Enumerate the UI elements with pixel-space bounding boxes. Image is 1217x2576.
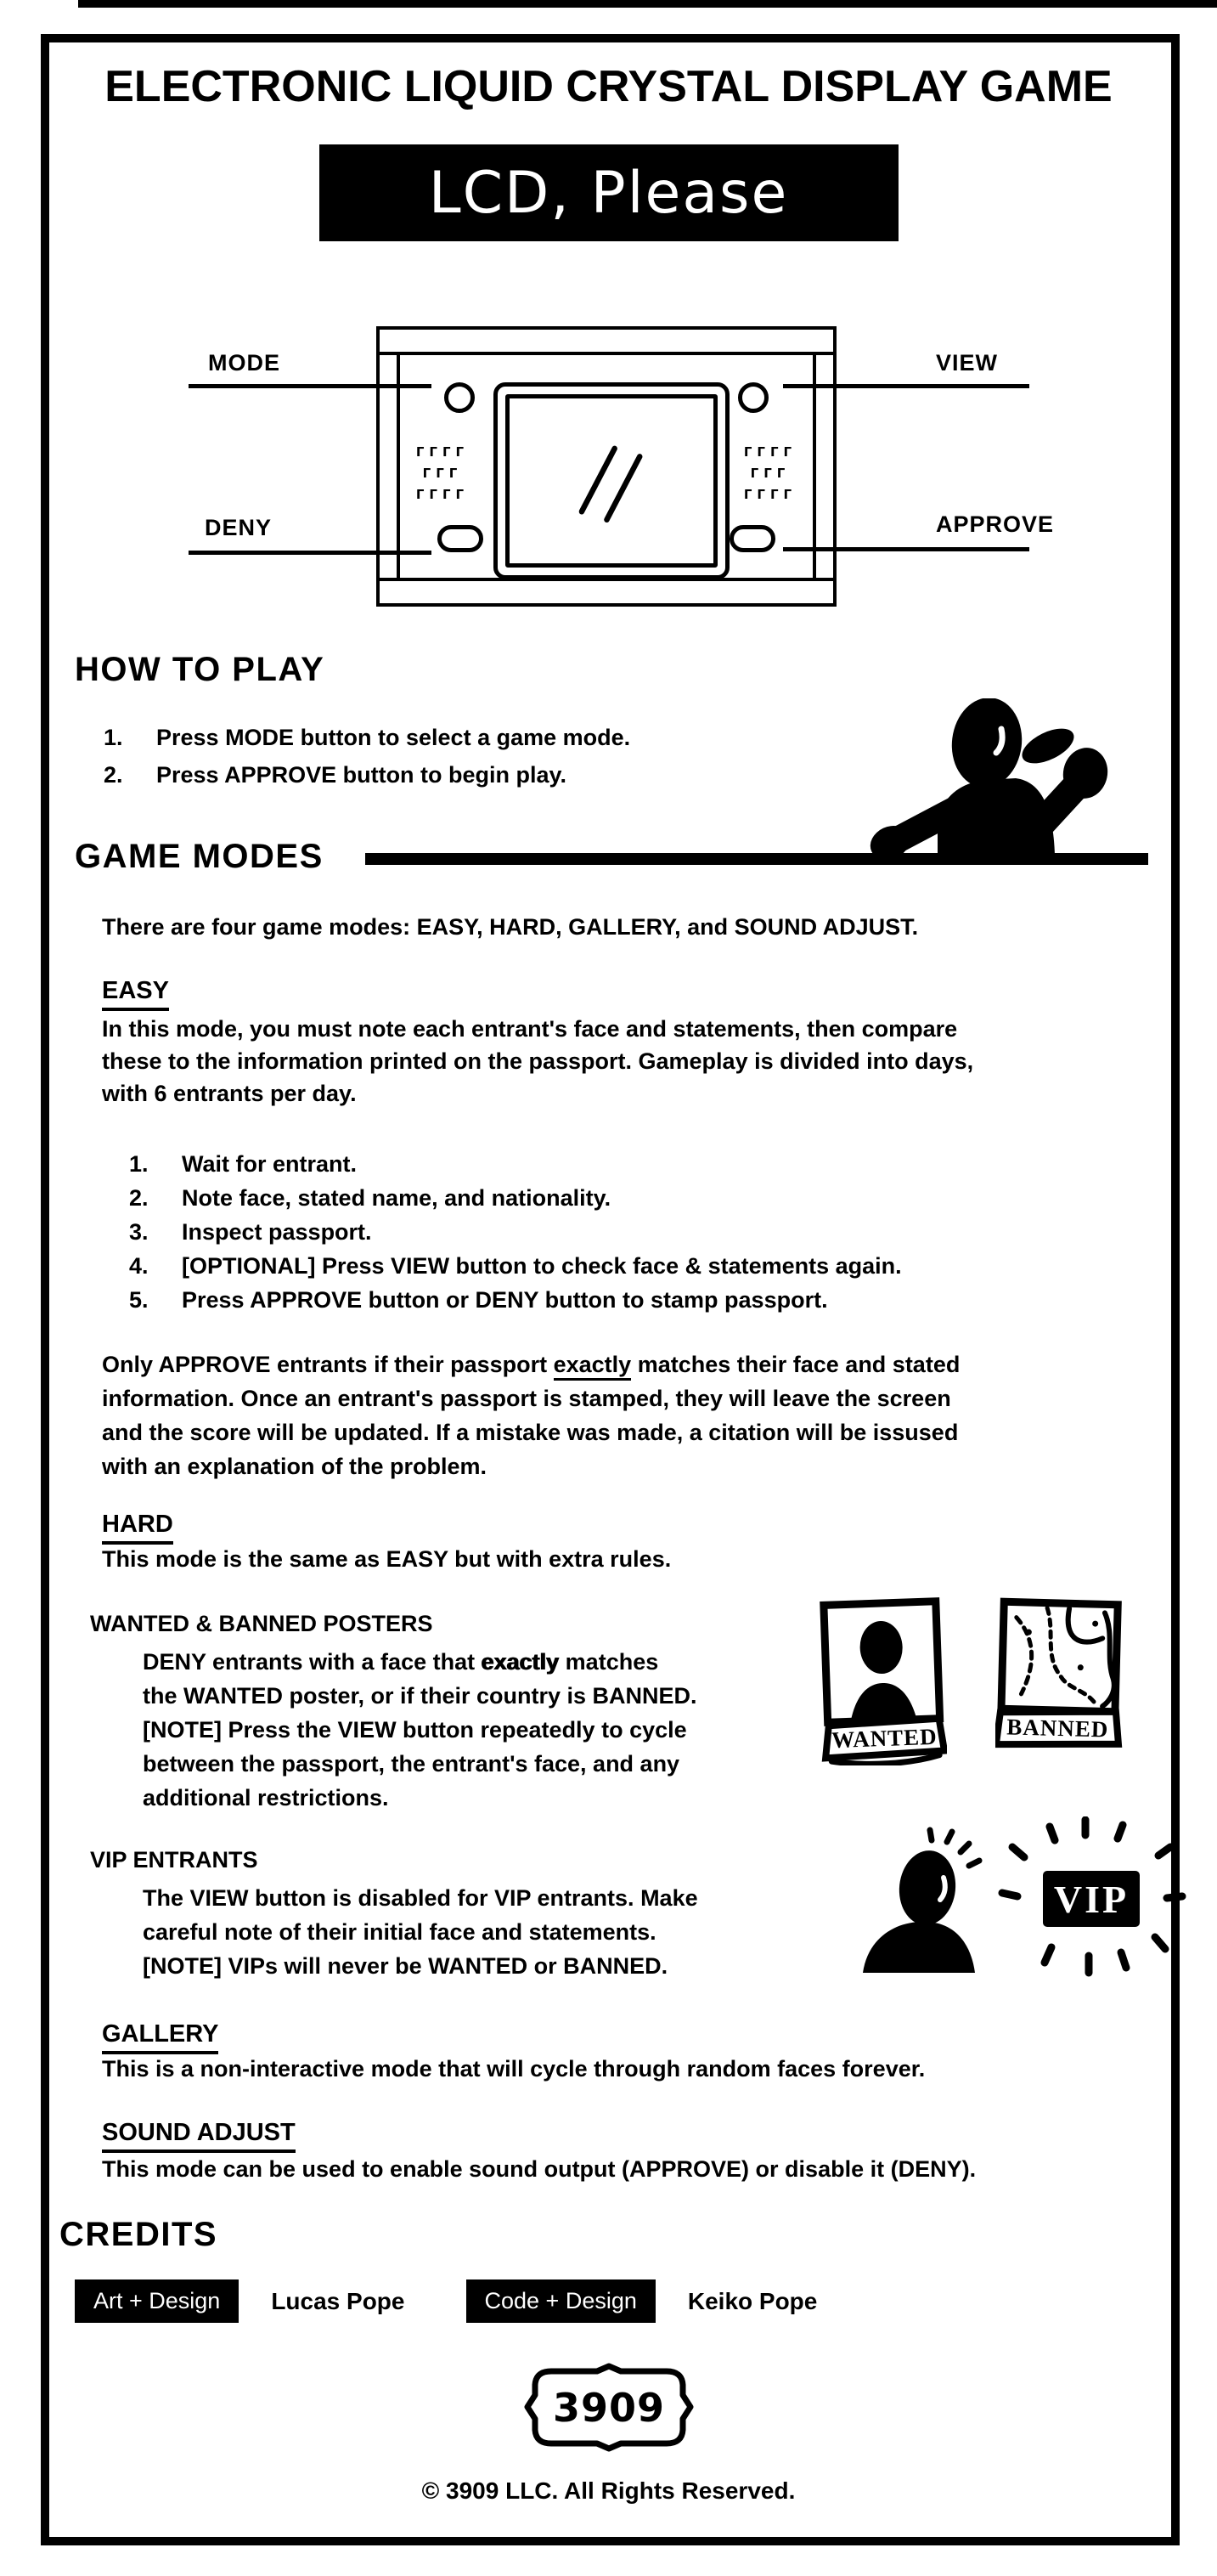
device-screen-inner	[505, 394, 718, 568]
grille-row: ΓΓΓ	[750, 466, 791, 481]
step-text: Press APPROVE button or DENY button to stamp passport.	[182, 1287, 828, 1313]
paragraph-line: careful note of their initial face and statements.	[143, 1919, 656, 1945]
copyright-text: © 3909 LLC. All Rights Reserved.	[421, 2477, 796, 2504]
grille-row: ΓΓΓ	[422, 466, 463, 481]
paragraph-line: [NOTE] Press the VIEW button repeatedly to cycle	[143, 1717, 687, 1743]
wanted-banned-paragraph	[143, 1645, 697, 1815]
scan-artifact-bar	[78, 0, 1217, 8]
paragraph-line: the WANTED poster, or if their country is BANNED.	[143, 1683, 697, 1709]
step-text: Press MODE button to select a game mode.	[156, 725, 631, 750]
view-label: VIEW	[936, 350, 999, 376]
game-modes-rule	[365, 853, 1148, 865]
hard-paragraph	[102, 1546, 671, 1573]
paragraph-line: This is a non-interactive mode that will cycle through random faces forever.	[102, 2056, 926, 2082]
step-text: Wait for entrant.	[182, 1151, 357, 1177]
paragraph-line: The VIEW button is disabled for VIP entrants. Make	[143, 1885, 698, 1911]
step-number: 5.	[129, 1287, 149, 1313]
easy-note-paragraph	[102, 1347, 960, 1483]
easy-paragraph	[102, 1013, 973, 1110]
grille-row: ΓΓΓΓ	[743, 487, 797, 502]
step-number: 3.	[129, 1219, 149, 1245]
deny-button-icon	[437, 525, 483, 552]
page-title: ELECTRONIC LIQUID CRYSTAL DISPLAY GAME	[104, 62, 1113, 111]
list-item	[104, 719, 630, 756]
easy-heading: EASY	[102, 977, 169, 1011]
vip-badge-label: VIP	[1053, 1878, 1130, 1921]
gallery-paragraph	[102, 2056, 925, 2082]
approve-button-icon	[730, 525, 775, 552]
paragraph-line: This mode is the same as EASY but with extra rules.	[102, 1546, 672, 1572]
paragraph-line: DENY entrants with a face that exactly matches	[143, 1649, 659, 1675]
sound-adjust-paragraph	[102, 2156, 976, 2183]
paragraph-line: and the score will be updated. If a mistake was made, a citation will be issused	[102, 1420, 959, 1445]
easy-steps	[129, 1147, 902, 1317]
banned-poster-label: BANNED	[1006, 1714, 1109, 1743]
paragraph-line: additional restrictions.	[143, 1785, 389, 1811]
intro-text: There are four game modes: EASY, HARD, GALLERY, and SOUND ADJUST.	[102, 914, 919, 940]
vip-person-icon	[849, 1827, 990, 1973]
paragraph-line: [NOTE] VIPs will never be WANTED or BANNED.	[143, 1953, 668, 1979]
credit-role-badge: Art + Design	[75, 2279, 239, 2323]
device-screen	[493, 382, 730, 579]
step-number: 2.	[129, 1185, 149, 1211]
step-text: Press APPROVE button to begin play.	[156, 762, 567, 788]
game-title: LCD, Please	[428, 159, 789, 227]
banned-poster-icon	[995, 1597, 1123, 1755]
list-item	[129, 1215, 902, 1249]
step-text: Note face, stated name, and nationality.	[182, 1185, 611, 1211]
how-to-play-heading: HOW TO PLAY	[75, 651, 325, 688]
wanted-banned-heading: WANTED & BANNED POSTERS	[90, 1611, 433, 1636]
sound-adjust-heading: SOUND ADJUST	[102, 2119, 296, 2153]
grille-row: ΓΓΓΓ	[415, 444, 470, 460]
mode-callout-line	[189, 384, 431, 388]
vip-badge-icon	[992, 1816, 1189, 1983]
game-modes-intro	[102, 914, 918, 941]
paragraph-line: with 6 entrants per day.	[102, 1081, 357, 1106]
speaker-grille-icon	[733, 442, 808, 506]
step-text: [OPTIONAL] Press VIEW button to check face & statements again.	[182, 1253, 902, 1279]
paragraph-line: information. Once an entrant's passport is stamped, they will leave the screen	[102, 1386, 951, 1411]
step-number: 4.	[129, 1253, 149, 1279]
step-text: Inspect passport.	[182, 1219, 372, 1245]
paragraph-line: with an explanation of the problem.	[102, 1454, 487, 1479]
credit-name: Keiko Pope	[687, 2287, 818, 2314]
deny-label: DENY	[204, 515, 272, 540]
deny-callout-line	[189, 551, 431, 555]
vip-paragraph	[143, 1881, 698, 1983]
step-number: 1.	[104, 725, 123, 750]
route-3909-badge-icon	[523, 2362, 695, 2454]
device-inner-panel	[397, 352, 816, 581]
paragraph-line: these to the information printed on the passport. Gameplay is divided into days,	[102, 1048, 974, 1074]
list-item	[104, 756, 630, 794]
speaker-grille-icon	[405, 442, 480, 506]
hard-heading: HARD	[102, 1511, 173, 1545]
approve-callout-line	[783, 547, 1029, 551]
credits-heading: CREDITS	[59, 2216, 218, 2253]
grille-row: ΓΓΓΓ	[415, 487, 470, 502]
credit-role-badge: Code + Design	[466, 2279, 656, 2323]
wanted-poster-icon	[818, 1596, 947, 1765]
game-modes-heading: GAME MODES	[75, 838, 324, 875]
mode-button-icon	[444, 382, 475, 413]
list-item	[129, 1181, 902, 1215]
gallery-heading: GALLERY	[102, 2020, 218, 2054]
wanted-poster-label: WANTED	[831, 1723, 938, 1754]
emphasized-word: exactly	[554, 1352, 632, 1381]
game-title-banner	[319, 144, 899, 241]
device-diagram	[376, 326, 837, 607]
credits-row	[75, 2279, 817, 2323]
emphasized-word: exactly	[481, 1649, 560, 1675]
list-item	[129, 1147, 902, 1181]
step-number: 2.	[104, 762, 123, 788]
view-button-icon	[738, 382, 769, 413]
badge-3909-label: 3909	[552, 2385, 665, 2431]
grille-row: ΓΓΓΓ	[743, 444, 797, 460]
how-to-play-steps	[104, 719, 630, 794]
paragraph-line: between the passport, the entrant's face, and any	[143, 1751, 680, 1777]
mode-label: MODE	[208, 350, 280, 376]
paragraph-line: This mode can be used to enable sound output (APPROVE) or disable it (DENY).	[102, 2156, 977, 2182]
paragraph-line: In this mode, you must note each entrant's face and statements, then compare	[102, 1016, 958, 1042]
view-callout-line	[783, 384, 1029, 388]
list-item	[129, 1249, 902, 1283]
screen-glare-icon	[510, 398, 713, 563]
vip-heading: VIP ENTRANTS	[90, 1847, 258, 1873]
list-item	[129, 1283, 902, 1317]
approve-label: APPROVE	[936, 511, 1055, 537]
inspector-silhouette-icon	[859, 698, 1109, 855]
paragraph-line: Only APPROVE entrants if their passport exactly matches their face and stated	[102, 1347, 960, 1381]
step-number: 1.	[129, 1151, 149, 1177]
credit-name: Lucas Pope	[271, 2287, 405, 2314]
